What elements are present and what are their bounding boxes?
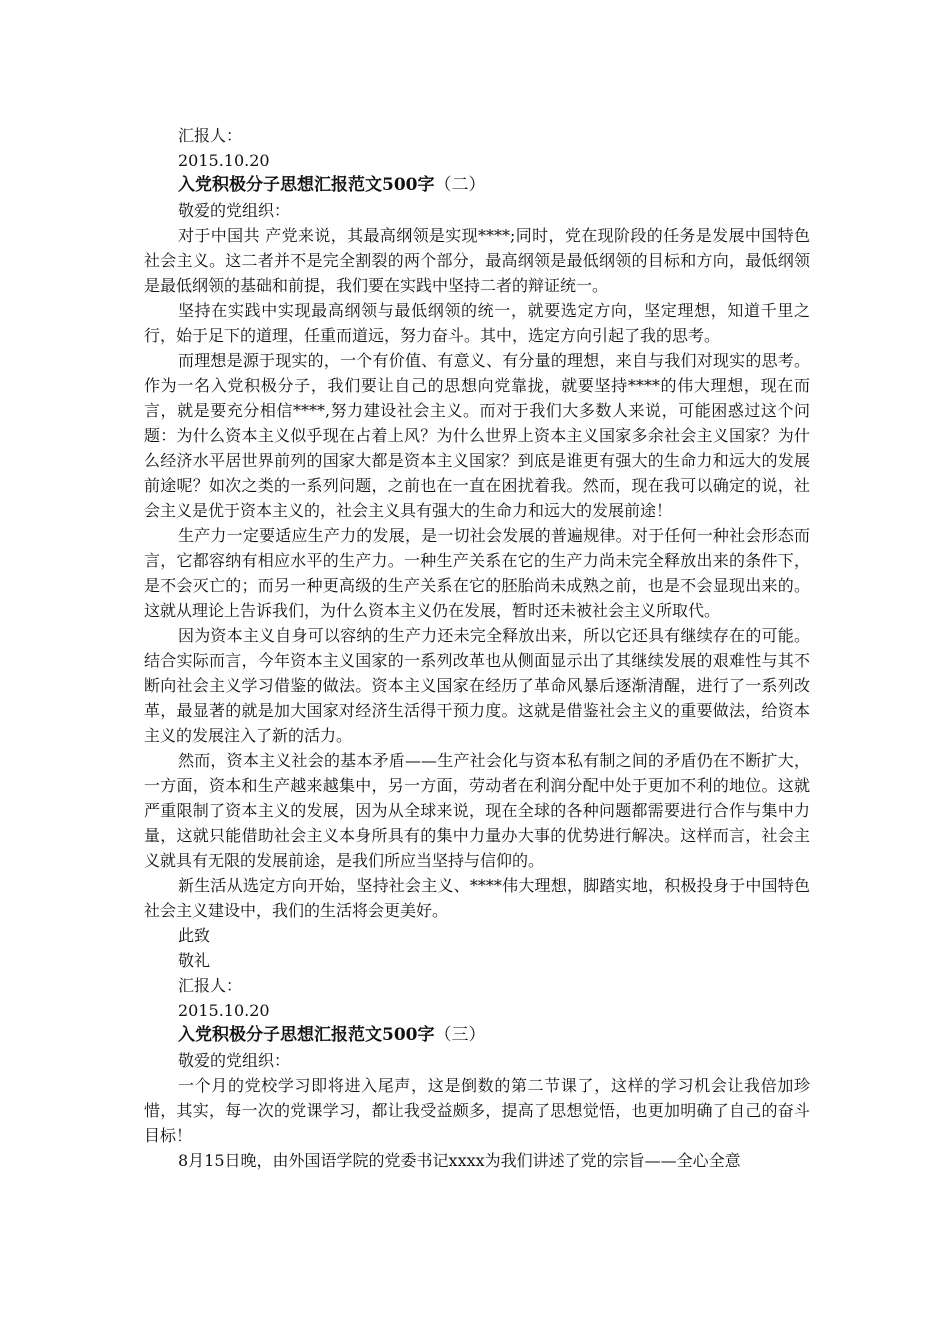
salutation: 敬爱的党组织： bbox=[178, 201, 291, 220]
section-title bbox=[144, 1023, 810, 1048]
paragraph: 新生活从选定方向开始，坚持社会主义、****伟大理想，脚踏实地，积极投身于中国特色社会主义建设中，我们的生活将会更美好。 bbox=[144, 876, 810, 920]
section-title-number: （二） bbox=[434, 175, 486, 195]
closing-salute: 敬礼 bbox=[178, 951, 211, 970]
section-title bbox=[144, 173, 810, 198]
reporter-label: 汇报人： bbox=[178, 976, 243, 995]
paragraph: 一个月的党校学习即将进入尾声，这是倒数的第二节课了，这样的学习机会让我倍加珍惜，其实，每一次的党课学习，都让我受益颇多，提高了思想觉悟，也更加明确了自己的奋斗目标！ bbox=[144, 1076, 810, 1145]
paragraph: 对于中国共 产党来说，其最高纲领是实现****;同时，党在现阶段的任务是发展中国特色社会主义。这二者并不是完全割裂的两个部分，最高纲领是最低纲领的目标和方向，最低纲领是最低纲领的基础和前提，我们要在实践中坚持二者的辩证统一。 bbox=[144, 226, 810, 295]
reporter-label: 汇报人： bbox=[178, 126, 243, 145]
report-date: 2015.10.20 bbox=[178, 1001, 270, 1020]
paragraph: 因为资本主义自身可以容纳的生产力还未完全释放出来，所以它还具有继续存在的可能。结合实际而言，今年资本主义国家的一系列改革也从侧面显示出了其继续发展的艰难性与其不断向社会主义学习借鉴的做法。资本主义国家在经历了革命风暴后逐渐清醒，进行了一系列改革，最显著的就是加大国家对经济生活得干预力度。这就是借鉴社会主义的重要做法，给资本主义的发展注入了新的活力。 bbox=[144, 626, 810, 745]
section-title-number: （三） bbox=[434, 1025, 486, 1045]
section-title-text: 入党积极分子思想汇报范文500字 bbox=[178, 175, 435, 195]
salutation: 敬爱的党组织： bbox=[178, 1051, 291, 1070]
report-date: 2015.10.20 bbox=[178, 151, 270, 170]
document-body bbox=[144, 123, 810, 1173]
paragraph: 8月15日晚，由外国语学院的党委书记xxxx为我们讲述了党的宗旨——全心全意 bbox=[178, 1151, 741, 1170]
paragraph: 而理想是源于现实的，一个有价值、有意义、有分量的理想，来自与我们对现实的思考。作为一名入党积极分子，我们要让自己的思想向党靠拢，就要坚持****的伟大理想，现在而言，就是要充分相信****,努力建设社会主义。而对于我们大多数人来说，可能困惑过这个问题：为什么资本主义似乎现在占着上风？为什么世界上资本主义国家多余社会主义国家？为什么经济水平居世界前列的国家大都是资本主义国家？到底是谁更有强大的生命力和远大的发展前途呢？如次之类的一系列问题，之前也在一直在困扰着我。然而，现在我可以确定的说，社会主义是优于资本主义的，社会主义具有强大的生命力和远大的发展前途！ bbox=[144, 351, 810, 520]
paragraph: 生产力一定要适应生产力的发展，是一切社会发展的普遍规律。对于任何一种社会形态而言，它都容纳有相应水平的生产力。一种生产关系在它的生产力尚未完全释放出来的条件下，是不会灭亡的；而另一种更高级的生产关系在它的胚胎尚未成熟之前，也是不会显现出来的。这就从理论上告诉我们，为什么资本主义仍在发展，暂时还未被社会主义所取代。 bbox=[144, 526, 810, 620]
section-title-text: 入党积极分子思想汇报范文500字 bbox=[178, 1025, 435, 1045]
paragraph: 然而，资本主义社会的基本矛盾——生产社会化与资本私有制之间的矛盾仍在不断扩大，一方面，资本和生产越来越集中，另一方面，劳动者在利润分配中处于更加不利的地位。这就严重限制了资本主义的发展，因为从全球来说，现在全球的各种问题都需要进行合作与集中力量，这就只能借助社会主义本身所具有的集中力量办大事的优势进行解决。这样而言，社会主义就具有无限的发展前途，是我们所应当坚持与信仰的。 bbox=[144, 751, 810, 870]
closing-line: 此致 bbox=[178, 926, 211, 945]
paragraph: 坚持在实践中实现最高纲领与最低纲领的统一，就要选定方向，坚定理想，知道千里之行，始于足下的道理，任重而道远，努力奋斗。其中，选定方向引起了我的思考。 bbox=[144, 301, 810, 345]
